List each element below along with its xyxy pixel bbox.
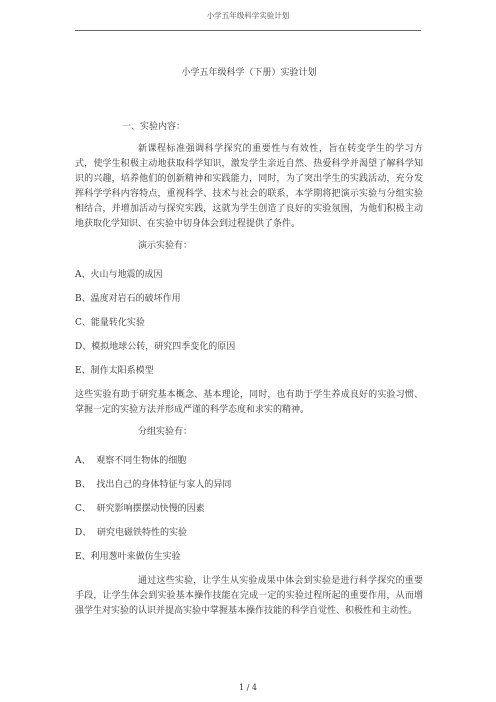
demo-item-d: D、模拟地球公转，研究四季变化的原因 — [75, 342, 236, 352]
document-title: 小学五年级科学（下册）实验计划 — [181, 68, 317, 78]
page-number-footer — [0, 682, 496, 694]
demo-item-c: C、能量转化实验 — [75, 318, 145, 328]
demo-item-a: A、火山与地震的成因 — [75, 270, 163, 280]
intro-paragraph: 新课程标准强调科学探究的重要性与有效性，旨在转变学生的学习方式，使学生积极主动地获取科学知识，激发学生亲近自然、热爱科学并渴望了解科学知识的兴趣，培养他们的创新精神和实践能力，同时，为了突出学生的实践活动，充分发挥科学学科内容特点，重视科学、技术与社会的联系，本学期将把演示实验与分组实验相结合，并增加活动与探究实践，这就为学生创造了良好的实验氛围，为他们积极主动地获取化学知识、在实验中切身体会到过程提供了条件。 — [75, 144, 423, 229]
group-item-b: B、 找出自己的身体特征与家人的异同 — [75, 480, 232, 490]
group-experiments-list — [75, 454, 423, 565]
closing-paragraph: 通过这些实验，让学生从实验成果中体会到实验是进行科学探究的重要手段，让学生体会到实验基本操作技能在完成一定的实验过程所起的重要作用，从而增强学生对实验的认识并提高实验中掌握基本操作技能的科学自觉性、积极性和主动性。 — [75, 576, 423, 616]
demo-item-e: E、制作太阳系模型 — [75, 366, 154, 376]
demo-summary-paragraph: 这些实验有助于研究基本概念、基本理论，同时，也有助于学生养成良好的实验习惯、掌握一定的实验方法并形成严谨的科学态度和求实的精神。 — [75, 390, 423, 415]
demo-experiments-heading: 演示实验有： — [138, 241, 193, 251]
page-indicator: 1 / 4 — [239, 683, 257, 692]
group-item-d: D、 研究电磁铁特性的实验 — [75, 528, 187, 538]
group-item-a: A、 观察不同生物体的细胞 — [75, 456, 187, 466]
group-item-e: E、利用葱叶来做仿生实验 — [75, 552, 181, 562]
running-header — [75, 10, 421, 31]
demo-item-b: B、温度对岩石的破坏作用 — [75, 294, 181, 304]
group-experiments-heading: 分组实验有： — [138, 427, 193, 437]
section-heading-experiment-content: 一、实验内容： — [122, 122, 186, 132]
group-item-c: C、 研究影响摆摆动快慢的因素 — [75, 504, 205, 514]
demo-experiments-list — [75, 268, 423, 379]
document-body — [75, 66, 423, 619]
running-header-title: 小学五年级科学实验计划 — [206, 11, 290, 20]
